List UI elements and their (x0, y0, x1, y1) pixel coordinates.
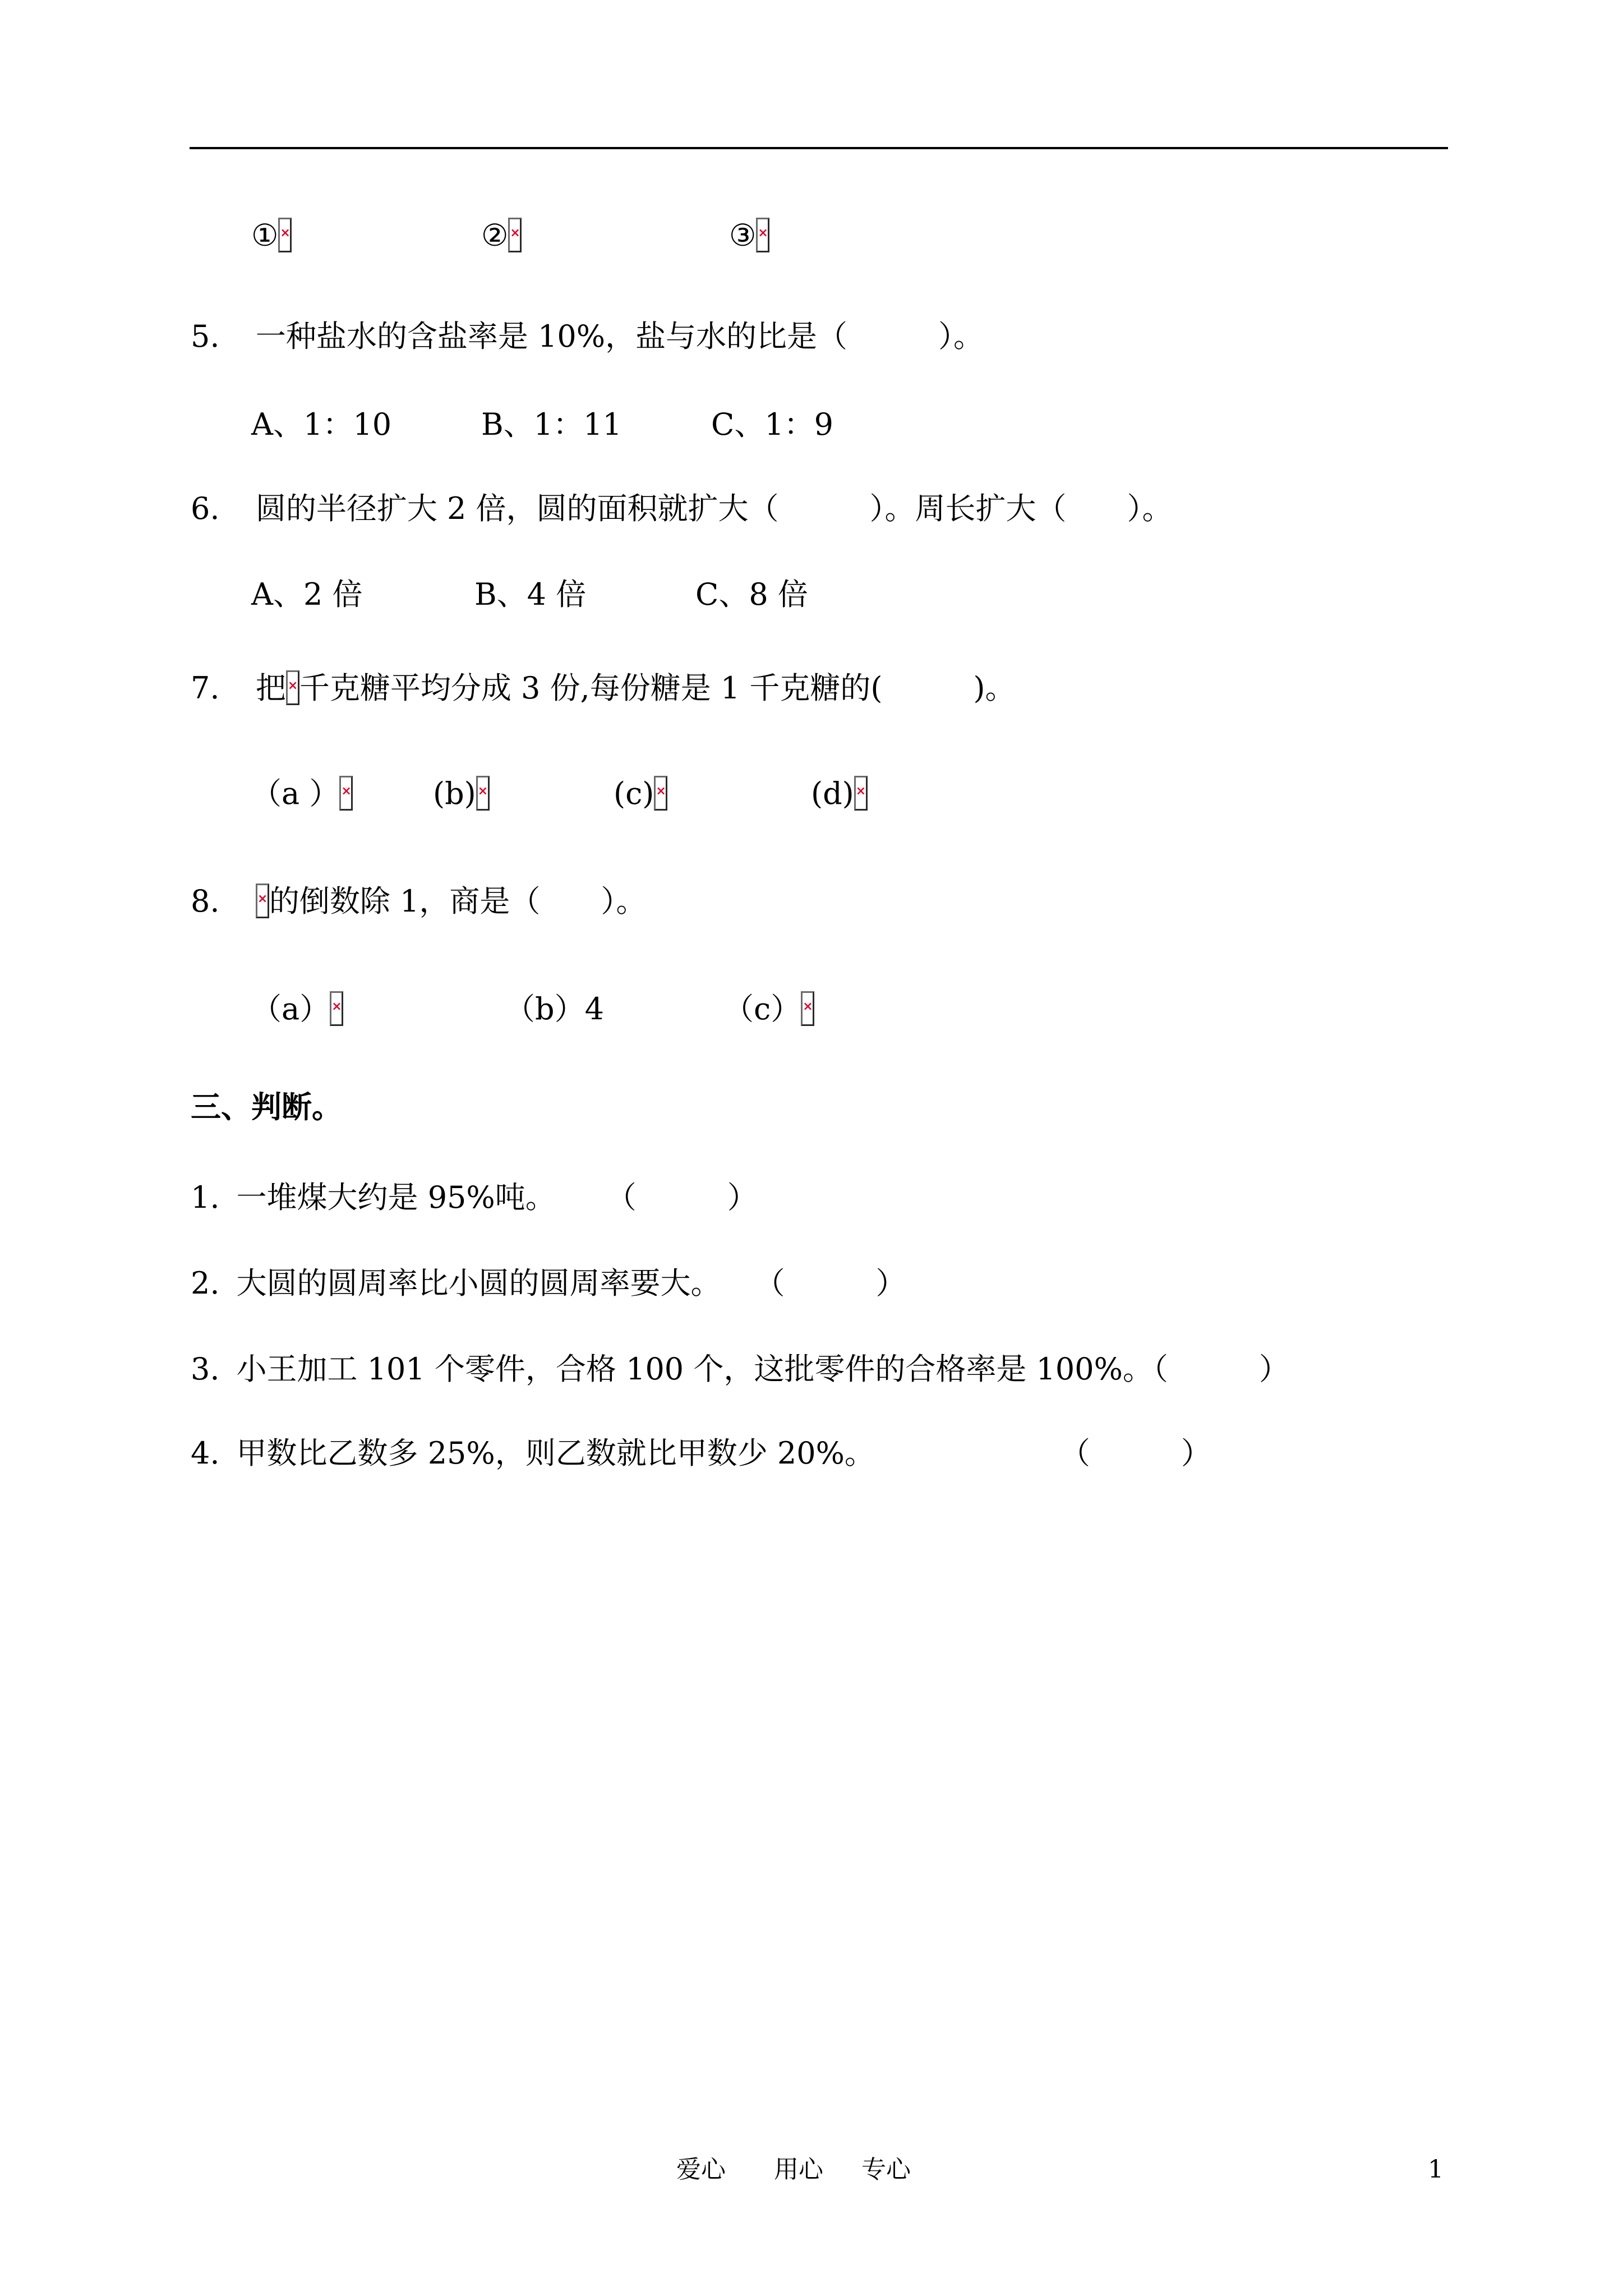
answer-blank: （ ） (754, 1266, 906, 1301)
q5-option-b: B、1：11 (481, 407, 622, 442)
q5-option-c: C、1：9 (711, 407, 834, 442)
footer-motto-1: 爱心 (676, 2155, 726, 2184)
q7-option-a: （a ）× (251, 774, 353, 813)
judgement-item: 1. 一堆煤大约是 95%吨。 （ ） (191, 1180, 758, 1215)
judgement-item: 2. 大圆的圆周率比小圆的圆周率要大。 （ ） (191, 1266, 906, 1301)
q6-options (0, 575, 1623, 614)
q8-text: 的倒数除 1，商是（ ）。 (269, 884, 647, 919)
q5-option-a: A、1：10 (251, 407, 392, 442)
missing-image-icon (256, 884, 269, 918)
missing-image-icon (339, 776, 353, 811)
missing-image-icon (286, 670, 299, 705)
section-title: 三、判断。 (191, 1089, 342, 1125)
q6-option-a: A、2 倍 (251, 577, 363, 612)
q8-number: 8. (191, 884, 220, 919)
q5-text: 一种盐水的含盐率是 10%，盐与水的比是（ ）。 (255, 319, 984, 354)
q6-option-c: C、8 倍 (695, 577, 808, 612)
page-number: 1 (1428, 2155, 1444, 2184)
missing-image-icon (476, 776, 490, 811)
missing-image-icon (801, 991, 814, 1026)
q8-options (0, 990, 1623, 1029)
q5-number: 5. (191, 319, 220, 354)
q7-number: 7. (191, 670, 220, 706)
q4-option-3: ③× (729, 216, 769, 255)
q7-option-c: (c)× (614, 774, 667, 813)
answer-blank: （ ） (1152, 1351, 1289, 1387)
q7-text-after: 千克糖平均分成 3 份,每份糖是 1 千克糖的( )。 (299, 670, 1016, 706)
q4-options (0, 216, 1623, 255)
q6-question (191, 489, 1173, 528)
q8-option-b: （b）4 (505, 991, 604, 1027)
answer-blank: （ ） (606, 1180, 758, 1215)
missing-image-icon (654, 776, 667, 811)
q4-option-1: ①× (251, 216, 292, 255)
footer-motto-3: 专心 (861, 2155, 911, 2184)
q8-option-c: （c）× (723, 990, 814, 1029)
footer-motto-2: 用心 (774, 2155, 823, 2184)
q8-option-a: （a）× (251, 990, 343, 1029)
missing-image-icon (756, 218, 769, 252)
q7-option-d: (d)× (811, 774, 868, 813)
q7-text-before: 把 (255, 670, 286, 706)
q5-options (0, 405, 1623, 444)
header-rule (190, 147, 1448, 149)
q7-option-b: (b)× (433, 774, 490, 813)
missing-image-icon (330, 991, 343, 1026)
q8-question (191, 882, 646, 921)
judgement-item: 4. 甲数比乙数多 25%，则乙数就比甲数少 20%。 （ ） (191, 1435, 1211, 1471)
judgement-item: 3. 小王加工 101 个零件，合格 100 个，这批零件的合格率是 100%。（ ） (191, 1351, 1289, 1387)
missing-image-icon (508, 218, 522, 252)
q6-option-b: B、4 倍 (474, 577, 587, 612)
q7-question (191, 669, 1016, 708)
q7-options (0, 774, 1623, 813)
q6-number: 6. (191, 491, 220, 526)
missing-image-icon (278, 218, 292, 252)
missing-image-icon (854, 776, 868, 811)
q6-text: 圆的半径扩大 2 倍，圆的面积就扩大（ ）。周长扩大（ ）。 (255, 491, 1173, 526)
q5-question (191, 317, 984, 356)
answer-blank: （ ） (1059, 1435, 1211, 1471)
q4-option-2: ②× (481, 216, 522, 255)
